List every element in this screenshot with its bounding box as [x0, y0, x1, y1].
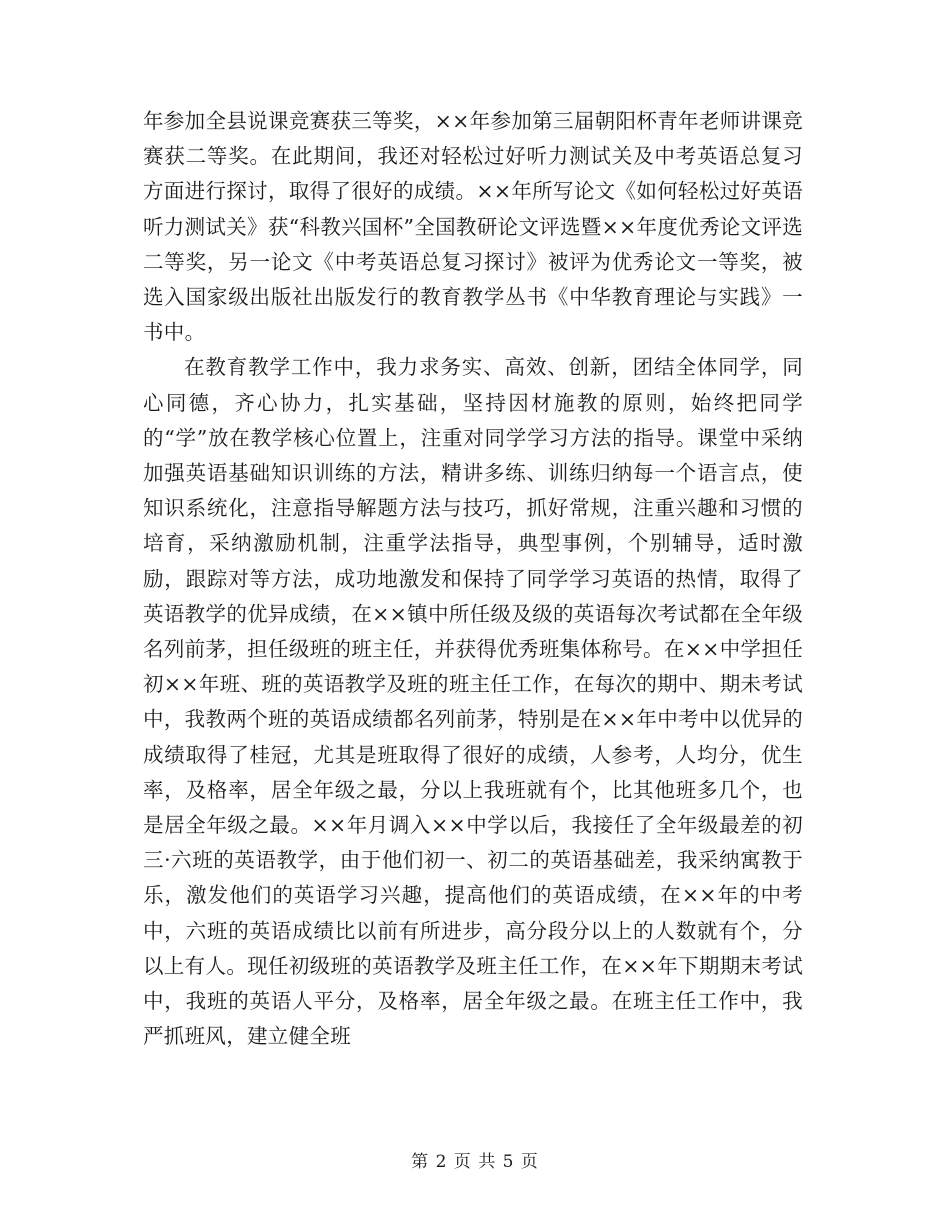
paragraph-1: 年参加全县说课竞赛获三等奖，××年参加第三届朝阳杯青年老师讲课竞赛获二等奖。在此期间，我还对轻松过好听力测试关及中考英语总复习方面进行探讨，取得了很好的成绩。××年所写论文《如何轻松过好英语听力测试关》获“科教兴国杯”全国教研论文评选暨××年度优秀论文评选二等奖，另一论文《中考英语总复习探讨》被评为优秀论文一等奖，被选入国家级出版社出版发行的教育教学丛书《中华教育理论与实践》一书中。: [143, 109, 803, 345]
paragraph-2: 在教育教学工作中，我力求务实、高效、创新，团结全体同学，同心同德，齐心协力，扎实基础，坚持因材施教的原则，始终把同学的“学”放在教学核心位置上，注重对同学学习方法的指导。课堂中采纳加强英语基础知识训练的方法，精讲多练、训练归纳每一个语言点，使知识系统化，注意指导解题方法与技巧，抓好常规，注重兴趣和习惯的培育，采纳激励机制，注重学法指导，典型事例，个别辅导，适时激励，跟踪对等方法，成功地激发和保持了同学学习英语的热情，取得了英语教学的优异成绩，在××镇中所任级及级的英语每次考试都在全年级名列前茅，担任级班的班主任，并获得优秀班集体称号。在××中学担任初××年班、班的英语教学及班的班主任工作，在每次的期中、期未考试中，我教两个班的英语成绩都名列前茅，特别是在××年中考中以优异的成绩取得了桂冠，尤其是班取得了很好的成绩，人参考，人均分，优生率，及格率，居全年级之最，分以上我班就有个，比其他班多几个，也是居全年级之最。××年月调入××中学以后，我接任了全年级最差的初三·六班的英语教学，由于他们初一、初二的英语基础差，我采纳寓教于乐，激发他们的英语学习兴趣，提高他们的英语成绩，在××年的中考中，六班的英语成绩比以前有所进步，高分段分以上的人数就有个，分以上有人。现任初级班的英语教学及班主任工作，在××年下期期末考试中，我班的英语人平分，及格率，居全年级之最。在班主任工作中，我严抓班风，建立健全班: [143, 355, 803, 1049]
document-body: [143, 104, 803, 1054]
page-footer: 第 2 页 共 5 页: [411, 1152, 539, 1172]
